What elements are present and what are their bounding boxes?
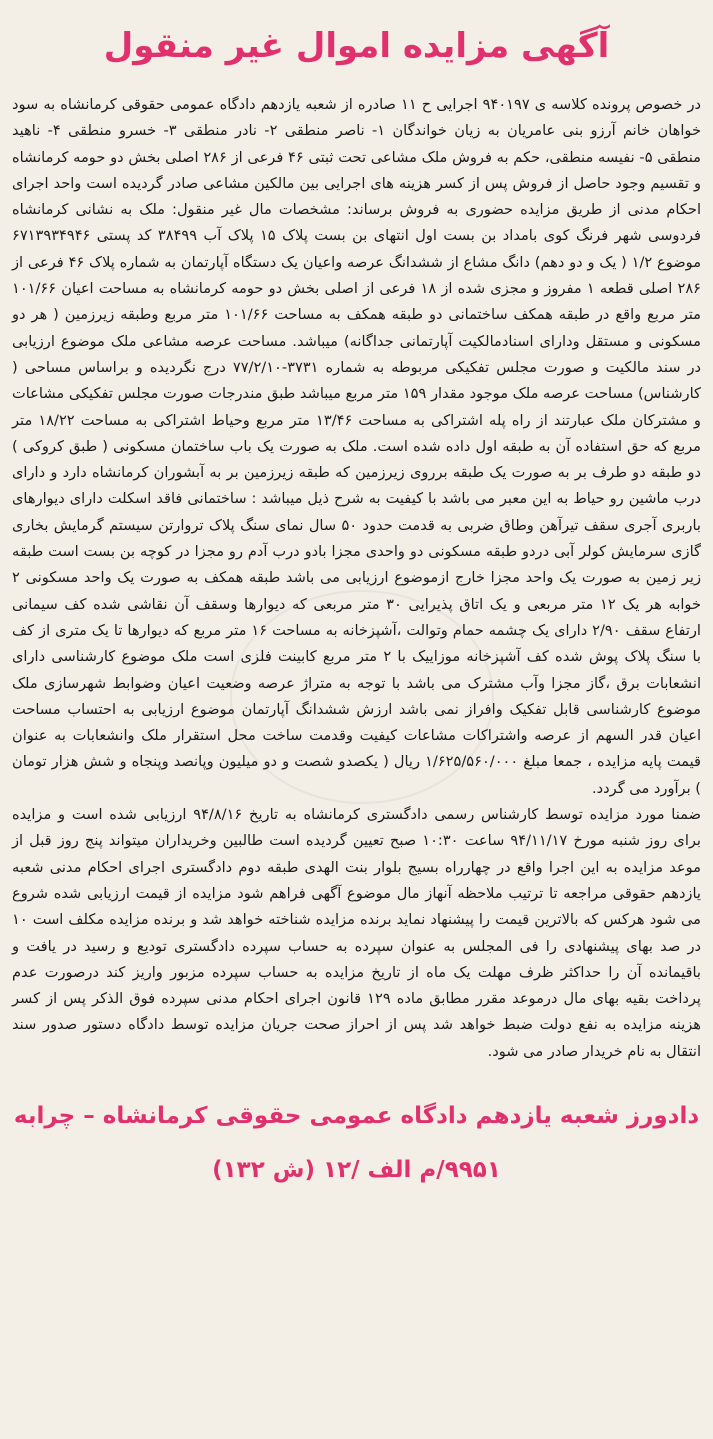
notice-paragraph-details: در خصوص پرونده کلاسه ی ۹۴۰۱۹۷ اجرایی ح ۱۱ صادره از شعبه یازدهم دادگاه عمومی حقوقی کرمانشاه به سود خواهان خانم آرزو بنی عامریان به زیان خواندگان ۱- ناصر منطقی ۲- نادر منطقی ۳- خسرو منطقی ۴- ناهید منطقی ۵- نفیسه منطقی، حکم به فروش ملک مشاعی تحت ثبتی ۴۶ فرعی از ۲۸۶ اصلی بخش دو حومه کرمانشاه و تقسیم وجود حاصل از فروش پس از کسر هزینه های اجرایی بین مالکین مشاعی صادر گردیده است واحد اجرای احکام مدنی از طریق مزایده حضوری به فروش برساند: مشخصات مال غیر منقول: ملک به نشانی کرمانشاه فردوسی شهر فرنگ کوی بامداد بن بست اول انتهای بن بست پلاک ۱۵ پلاک آب ۳۸۴۹۹ کد پستی ۶۷۱۳۹۳۴۹۴۶ موضوع ۱/۲ ( یک و دو دهم) دانگ مشاع از ششدانگ عرصه واعیان یک دستگاه آپارتمان به شماره پلاک ۴۶ فرعی از ۲۸۶ اصلی قطعه ۱ مفروز و مجزی شده از ۱۸ فرعی از اصلی بخش دو حومه کرمانشاه به مساحت اعیان ۱۰۱/۶۶ متر مربع واقع در طبقه همکف ساختمانی دو طبقه همکف به مساحت ۱۰۱/۶۶ متر مربع وطبقه زیرزمین ( هر دو مسکونی و مستقل ودارای اسنادمالکیت آپارتمانی جداگانه) میباشد. مساحت عرصه مشاعی ملک موضوع ارزیابی در سند مالکیت و صورت مجلس تفکیکی مربوطه به شماره ۳۷۳۱-۷۷/۲/۱۰ درج نگردیده و براساس مساحی ( کارشناس) مساحت عرصه ملک موجود مقدار ۱۵۹ متر مربع میباشد طبق مندرجات صورت مجلس تفکیکی مشاعات و مشترکان ملک عبارتند از راه پله اشتراکی به مساحت ۱۳/۴۶ متر مربع وحیاط اشتراکی به مساحت ۱۸/۲۲ متر مربع که حق استفاده آن به طبقه اول داده شده است. ملک به صورت یک باب ساختمان مسکونی ( طبق کروکی ) دو طبقه دو طرف بر به صورت یک طبقه برروی زیرزمین که طبقه زیرزمین بر به آبشوران کرمانشاه دارد و دارای درب ماشین رو حیاط به این معبر می باشد با کیفیت به شرح ذیل میباشد : ساختمانی فاقد اسکلت دارای دیوارهای باربری آجری سقف تیرآهن وطاق ضربی به قدمت حدود ۵۰ سال نمای سنگ پلاک تروارتن سیستم گرمایش بخاری گازی سرمایش کولر آبی دردو طبقه مسکونی دو واحدی مجزا بادو درب آدم رو مجزا در کوچه بن بست است طبقه زیر زمین به صورت یک واحد مجزا خارج ازموضوع ارزیابی می باشد طبقه همکف به صورت یک واحد مسکونی ۲ خوابه هر یک ۱۲ متر مربعی و یک اتاق پذیرایی ۳۰ متر مربعی که دیوارها وسقف آن نقاشی شده کف سیمانی ارتفاع سقف ۲/۹۰ دارای یک چشمه حمام وتوالت ،آشپزخانه به مساحت ۱۶ متر مربع که دیوارها تا یک متری از کف با سنگ پلاک پوش شده کف آشپزخانه موزاییک با ۲ متر مربع کابینت فلزی است ملک موضوع کارشناسی دارای انشعابات برق ،گاز مجزا وآب مشترک می باشد با توجه به متراژ عرصه وضعیت اعیان وضوابط شهرسازی ملک موضوع کارشناسی قابل تفکیک وافراز نمی باشد ارزش ششدانگ آپارتمان موضوع ارزیابی به احتساب مساحت اعیان قدر السهم از عرصه واشتراکات مشاعات کیفیت وقدمت ساخت محل استقرار ملک وانشعابات به عنوان قیمت پایه مزایده ، جمعا مبلغ ۱/۶۲۵/۵۶۰/۰۰۰ ریال ( یکصدو شصت و دو میلیون وپانصد وپنجاه و شش هزار تومان ) برآورد می گردد. (12, 96, 702, 797)
notice-paragraph-terms: ضمنا مورد مزایده توسط کارشناس رسمی دادگستری کرمانشاه به تاریخ ۹۴/۸/۱۶ ارزیابی شده است و مزایده برای روز شنبه مورخ ۹۴/۱۱/۱۷ ساعت ۱۰:۳۰ صبح تعیین گردیده است طالبین وخریداران میتواند پنج روز قبل از موعد مزایده به این اجرا واقع در چهارراه بسیج بلوار بنت الهدی طبقه دوم دادگستری اجرای احکام مدنی شعبه یازدهم حقوقی مراجعه تا ترتیب ملاحظه آنهاز مال موضوع آگهی فراهم شود مزایده از قیمت ارزیابی شده شروع می شود هرکس که بالاترین قیمت را پیشنهاد نماید برنده مزایده شناخته خواهد شد و برنده مزایده مکلف است ۱۰ در صد بهای پیشنهادی را فی المجلس به عنوان سپرده به حساب سپرده دادگستری تودیع و رسید در یافت و باقیمانده آن را حداکثر ظرف مهلت یک ماه از تاریخ مزایده به حساب سپرده مزبور واریز کند درصورت عدم پرداخت بقیه بهای مال درموعد مقرر مطابق ماده ۱۲۹ قانون اجرای احکام مدنی سپرده فوق الذکر پس از کسر هزینه مزایده به نفع دولت ضبط خواهد شد پس از احراز صحت جریان مزایده توسط دادگاه دستور صدور سند انتقال به نام خریدار صادر می شود. (12, 806, 701, 1060)
notice-body (12, 92, 701, 1065)
notice-title: آگهی مزایده اموال غیر منقول (103, 26, 610, 66)
notice-code: ۹۹۵۱/م الف /۱۲ (ش ۱۳۲) (212, 1156, 501, 1183)
issuing-court: دادورز شعبه یازدهم دادگاه عمومی حقوقی کرمانشاه – چرابه (13, 1102, 700, 1129)
